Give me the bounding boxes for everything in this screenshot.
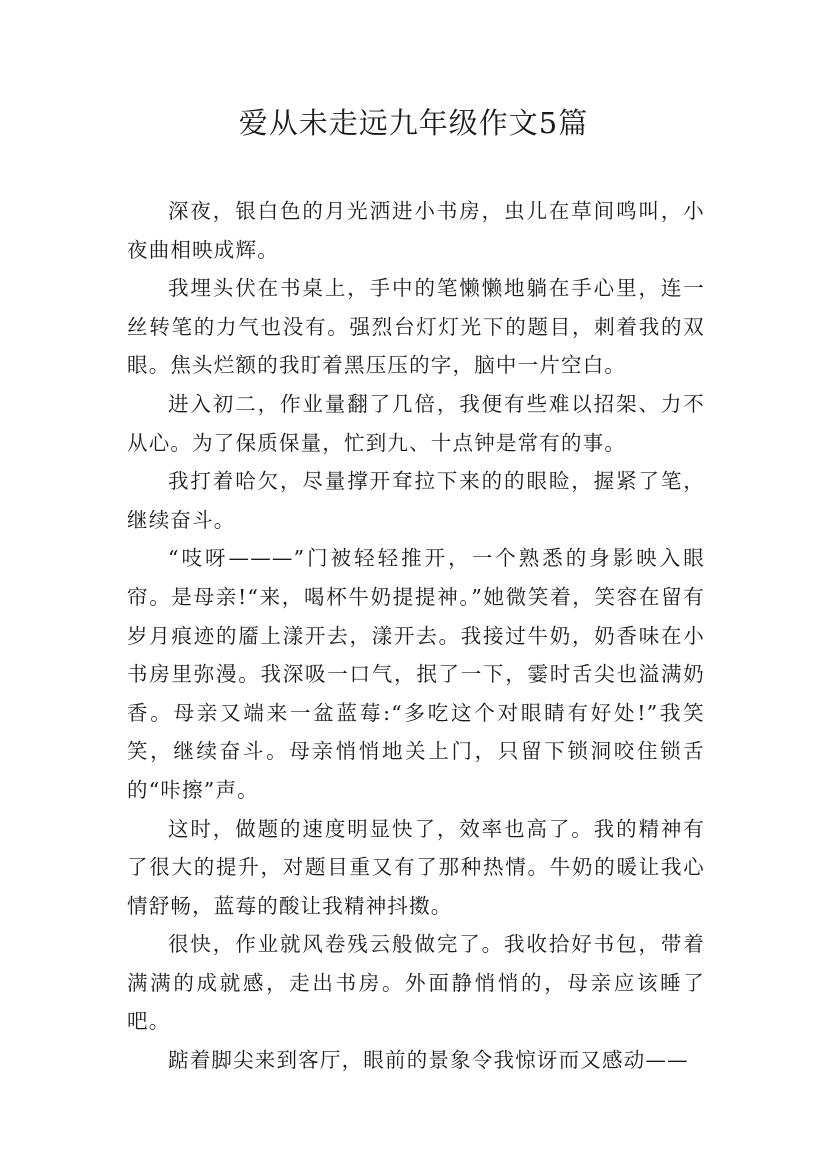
paragraph-5: “吱呀———”门被轻轻推开，一个熟悉的身影映入眼帘。是母亲!“来，喝杯牛奶提提神。”她微笑着，笑容在留有岁月痕迹的靥上漾开去，漾开去。我接过牛奶，奶香味在小书房里弥漫。我深吸一口气，抿了一下，霎时舌尖也溢满奶香。母亲又端来一盆蓝莓:“多吃这个对眼睛有好处!”我笑笑，继续奋斗。母亲悄悄地关上门，只留下锁洞咬住锁舌的“咔擦”声。 — [127, 546, 705, 802]
paragraph-4: 我打着哈欠，尽量撑开耷拉下来的的眼睑，握紧了笔，继续奋斗。 — [127, 469, 705, 532]
paragraph-8: 踮着脚尖来到客厅，眼前的景象令我惊讶而又感动—— — [168, 1048, 689, 1073]
paragraph-2: 我埋头伏在书桌上，手中的笔懒懒地躺在手心里，连一丝转笔的力气也没有。强烈台灯灯光下的题目，刺着我的双眼。焦头烂额的我盯着黑压压的字，脑中一片空白。 — [127, 276, 705, 378]
paragraph-1: 深夜，银白色的月光洒进小书房，虫儿在草间鸣叫，小夜曲相映成辉。 — [127, 199, 705, 262]
paragraph-6: 这时，做题的速度明显快了，效率也高了。我的精神有了很大的提升，对题目重又有了那种热情。牛奶的暖让我心情舒畅，蓝莓的酸让我精神抖擞。 — [127, 816, 705, 918]
document-title: 爱从未走远九年级作文5篇 — [238, 106, 589, 140]
document-body — [127, 192, 705, 1080]
paragraph-3: 进入初二，作业量翻了几倍，我便有些难以招架、力不从心。为了保质保量，忙到九、十点钟是常有的事。 — [127, 391, 705, 455]
paragraph-7: 很快，作业就风卷残云般做完了。我收拾好书包，带着满满的成就感，走出书房。外面静悄悄的，母亲应该睡了吧。 — [127, 932, 705, 1034]
